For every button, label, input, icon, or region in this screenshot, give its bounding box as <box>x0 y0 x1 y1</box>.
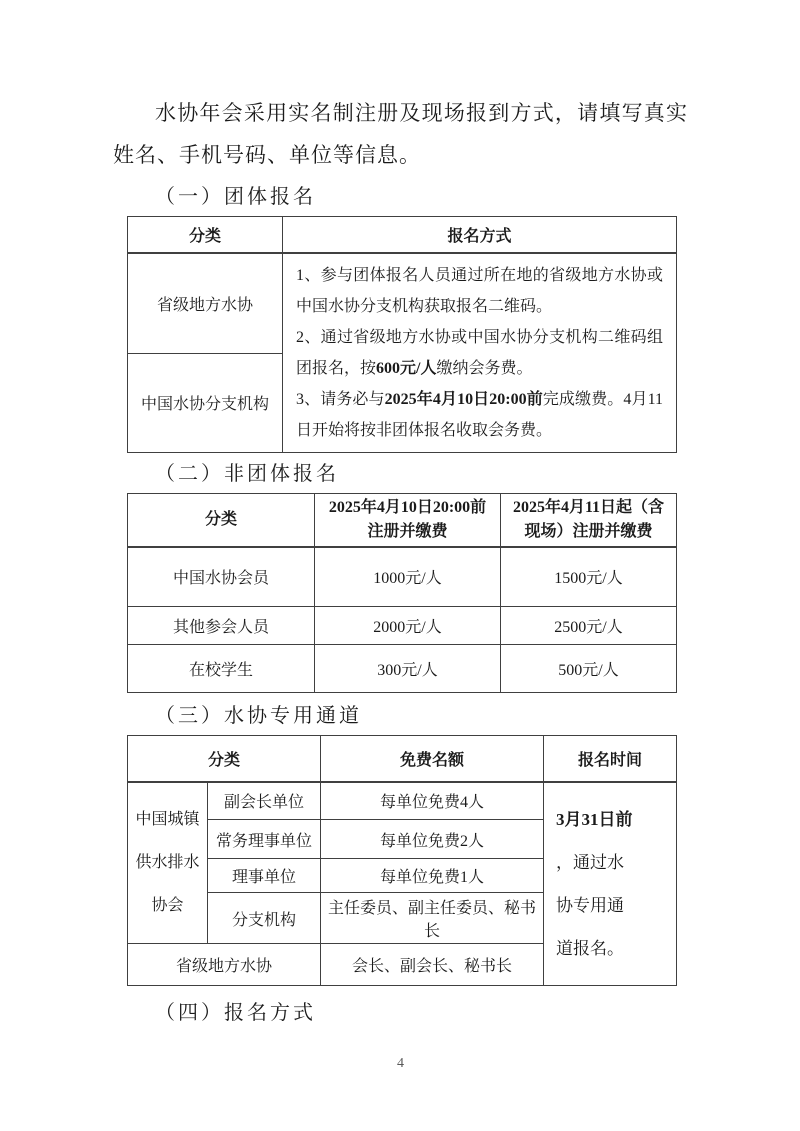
cell-category-branch: 中国水协分支机构 <box>128 353 283 452</box>
header-cell-category: 分类 <box>128 736 321 782</box>
special-channel-table <box>127 735 677 986</box>
header-cell-method: 报名方式 <box>283 217 677 253</box>
method-text: 完成缴费。4月11日开始将按非团体报名收取会务费。 <box>296 390 663 439</box>
table-row <box>128 253 677 354</box>
cell-quota: 每单位免费4人 <box>321 782 544 820</box>
method-text: 缴纳会务费。 <box>436 359 533 377</box>
table-header-row <box>128 493 677 547</box>
table-row <box>128 782 677 820</box>
cell-subcategory: 常务理事单位 <box>208 820 321 859</box>
cell-subcategory: 理事单位 <box>208 859 321 893</box>
individual-registration-table <box>127 493 677 694</box>
section-heading-registration-method: （四）报名方式 <box>155 1002 316 1024</box>
cell-late-fee: 1500元/人 <box>501 547 677 607</box>
cell-late-fee: 500元/人 <box>501 645 677 693</box>
cell-registration-deadline <box>544 782 677 986</box>
cell-quota: 会长、副会长、秘书长 <box>321 944 544 986</box>
cell-association-group: 中国城镇供水排水协会 <box>128 782 208 944</box>
deadline-line: 协专用通 <box>556 895 625 915</box>
cell-late-fee: 2500元/人 <box>501 607 677 645</box>
deadline-line: ，通过水 <box>556 852 625 872</box>
page-number: 4 <box>397 1056 404 1071</box>
cell-category: 其他参会人员 <box>128 607 315 645</box>
cell-early-fee: 2000元/人 <box>315 607 501 645</box>
cell-early-fee: 300元/人 <box>315 645 501 693</box>
cell-subcategory: 分支机构 <box>208 893 321 944</box>
header-cell-category: 分类 <box>128 217 283 253</box>
deadline-line: 道报名。 <box>556 938 625 958</box>
section-heading-individual-registration: （二）非团体报名 <box>155 462 339 485</box>
cell-category-provincial: 省级地方水协 <box>128 253 283 354</box>
cell-method-details <box>283 253 677 453</box>
cell-quota: 主任委员、副主任委员、秘书长 <box>321 893 544 944</box>
group-registration-table <box>127 216 677 453</box>
table-row <box>128 645 677 693</box>
method-item-2 <box>296 322 663 384</box>
header-cell-category: 分类 <box>128 493 315 547</box>
intro-paragraph: 水协年会采用实名制注册及现场报到方式，请填写真实姓名、手机号码、单位等信息。 <box>113 101 688 167</box>
header-cell-free-quota: 免费名额 <box>321 736 544 782</box>
cell-quota: 每单位免费2人 <box>321 820 544 859</box>
method-bold: 600元/人 <box>376 359 437 377</box>
table-row <box>128 607 677 645</box>
cell-quota: 每单位免费1人 <box>321 859 544 893</box>
method-bold: 2025年4月10日20:00前 <box>384 390 543 408</box>
section-heading-special-channel: （三）水协专用通道 <box>155 705 362 727</box>
method-text: 3、请务必与 <box>296 390 385 408</box>
method-text: 2、通过省级地方水协或中国水协分支机构二维码组团报名，按 <box>296 328 663 377</box>
cell-category: 在校学生 <box>128 645 315 693</box>
table-header-row <box>128 217 677 253</box>
header-cell-deadline: 报名时间 <box>544 736 677 782</box>
table-row <box>128 547 677 607</box>
cell-category: 中国水协会员 <box>128 547 315 607</box>
section-heading-group-registration: （一）团体报名 <box>155 186 316 208</box>
header-cell-early-fee: 2025年4月10日20:00前注册并缴费 <box>315 493 501 547</box>
method-item-3 <box>296 384 663 446</box>
cell-category-provincial: 省级地方水协 <box>128 944 321 986</box>
method-text: 1、参与团体报名人员通过所在地的省级地方水协或中国水协分支机构获取报名二维码。 <box>296 266 663 315</box>
cell-early-fee: 1000元/人 <box>315 547 501 607</box>
header-cell-late-fee: 2025年4月11日起（含现场）注册并缴费 <box>501 493 677 547</box>
cell-subcategory: 副会长单位 <box>208 782 321 820</box>
table-header-row <box>128 736 677 782</box>
deadline-bold-line: 3月31日前 <box>556 809 633 829</box>
method-item-1 <box>296 260 663 322</box>
